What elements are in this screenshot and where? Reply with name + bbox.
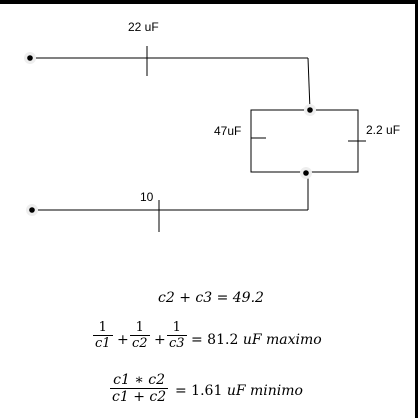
denominator: c1 + c2 [112, 389, 167, 405]
fraction-product-over-sum [110, 372, 168, 405]
numerator: c1 ∗ c2 [113, 372, 166, 388]
node-top [304, 104, 316, 116]
numerator: 1 [172, 320, 181, 335]
denominator: c3 [169, 336, 185, 351]
equation-parallel-sum: c2 + c3 = 49.2 [158, 290, 264, 306]
fraction-1-over-c3 [167, 320, 187, 351]
capacitor-22uf-label: 22 uF [128, 20, 159, 34]
plus-sign: + [154, 332, 166, 348]
parallel-network [251, 110, 358, 172]
equation-result-min [175, 383, 303, 399]
fraction-1-over-c2 [130, 320, 150, 351]
capacitor-10-label: 10 [140, 190, 154, 204]
numerator: 1 [98, 320, 107, 335]
result-value: = 81.2 [191, 332, 239, 348]
result-value: = 1.61 [175, 383, 223, 399]
equation-result-max [191, 332, 322, 348]
top-wire-drop [308, 58, 310, 110]
denominator: c2 [132, 336, 148, 351]
capacitor-47uf-label: 47uF [214, 124, 242, 138]
plus-sign: + [117, 332, 129, 348]
capacitor-2-2uf-label: 2.2 uF [366, 123, 401, 137]
result-unit: uF maximo [242, 332, 322, 348]
result-unit: uF minimo [226, 383, 303, 399]
terminal-bottom-left [26, 204, 38, 216]
fraction-1-over-c1 [93, 320, 113, 351]
denominator: c1 [95, 336, 111, 351]
node-bottom [300, 167, 312, 179]
terminal-top-left [24, 52, 36, 64]
numerator: 1 [135, 320, 144, 335]
